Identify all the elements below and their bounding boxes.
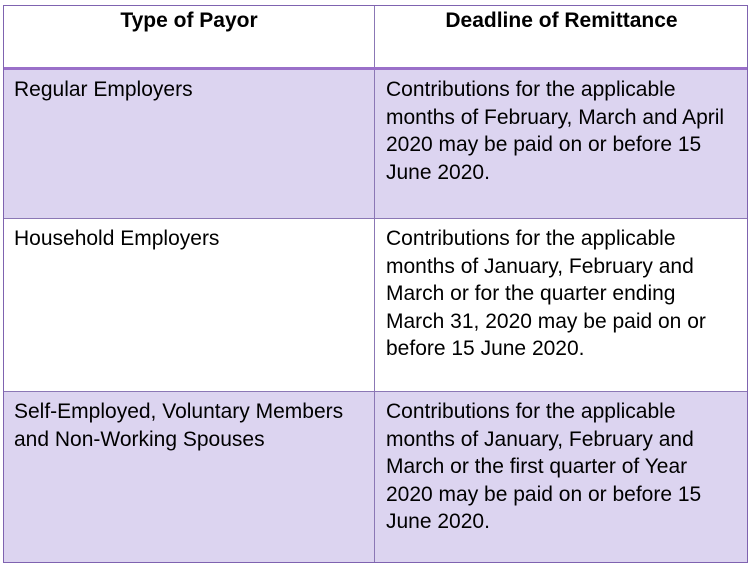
deadline-cell: Contributions for the applicable months of January, February and March or the first quarter of Year 2020 may be paid on or before 15 June 2020.: [386, 400, 702, 533]
header-deadline-of-remittance: Deadline of Remittance: [445, 9, 678, 32]
table-row: [4, 392, 747, 563]
header-type-of-payor: Type of Payor: [4, 6, 375, 67]
payor-cell: Regular Employers: [4, 70, 375, 218]
remittance-deadline-table: [3, 5, 748, 563]
table-header-row: [4, 6, 747, 70]
table-row: [4, 219, 747, 392]
payor-cell: Household Employers: [4, 219, 375, 391]
payor-cell: Self-Employed, Voluntary Members and Non-Working Spouses: [4, 392, 375, 563]
deadline-cell: Contributions for the applicable months of February, March and April 2020 may be paid on or before 15 June 2020.: [386, 78, 725, 184]
table-row: [4, 70, 747, 219]
deadline-cell: Contributions for the applicable months of January, February and March or for the quarter ending March 31, 2020 may be paid on or before 15 June 2020.: [386, 227, 706, 360]
